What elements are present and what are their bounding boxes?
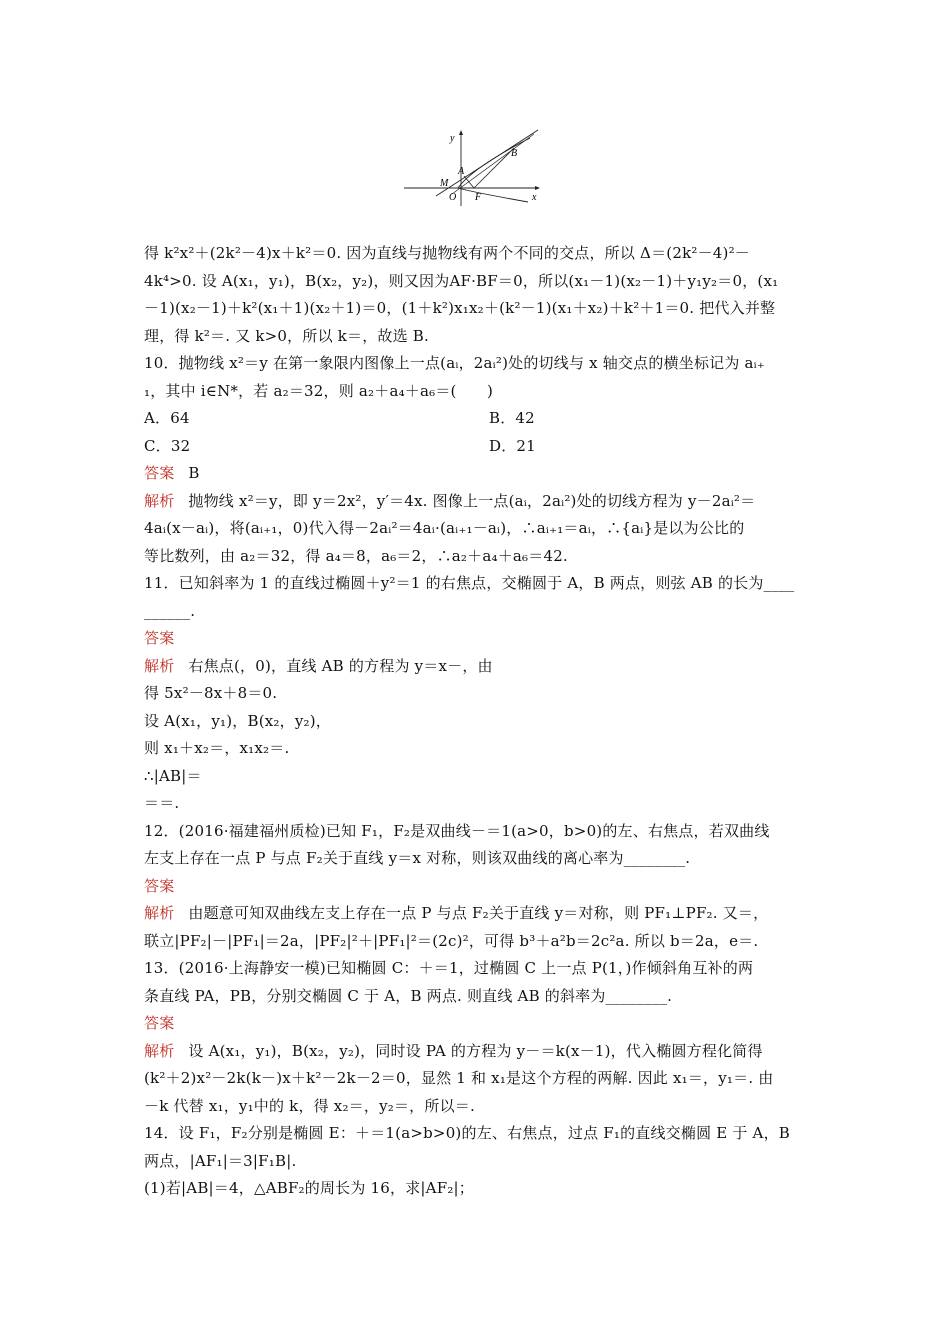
text-line: ₁，其中 i∈N*，若 a₂＝32，则 a₂＋a₄＋a₆＝( ) (144, 381, 494, 400)
label-o: O (449, 192, 457, 203)
option-row (144, 433, 834, 461)
solution-label: 解析 (144, 491, 175, 510)
text-line: 4k⁴>0. 设 A(x₁，y₁)，B(x₂，y₂)，则又因为AF·BF＝0，所以(x₁－1)(x₂－1)＋y₁y₂＝0，(x₁ (144, 271, 779, 290)
text-line: 得 k²x²＋(2k²－4)x＋k²＝0. 因为直线与抛物线有两个不同的交点，所以 Δ＝(2k²－4)²－ (144, 244, 750, 262)
document-body (144, 240, 834, 1203)
text-line: 得 5x²－8x＋8＝0. (144, 684, 278, 702)
answer-line (144, 1010, 834, 1038)
text-line: 条直线 PA，PB，分别交椭圆 C 于 A，B 两点. 则直线 AB 的斜率为________. (144, 986, 673, 1005)
text-line: 设 A(x₁，y₁)，B(x₂，y₂)， (144, 711, 331, 730)
text-line: 两点，|AF₁|＝3|F₁B|. (144, 1151, 297, 1170)
solution-line (144, 900, 834, 928)
solution-line (144, 1038, 834, 1066)
parabola-curve (458, 138, 530, 202)
label-b: B (511, 148, 518, 159)
text-line: 14．设 F₁，F₂分别是椭圆 E：＋＝1(a>b>0)的左、右焦点，过点 F₁的直线交椭圆 E 于 A，B (144, 1124, 790, 1142)
segment-af (464, 176, 474, 188)
text-line: 13．(2016·上海静安一模)已知椭圆 C：＋＝1，过椭圆 C 上一点 P(1，)作倾斜角互补的两 (144, 959, 754, 977)
answer-label: 答案 (144, 464, 175, 482)
answer-label: 答案 (144, 629, 175, 647)
option-row (144, 405, 834, 433)
solution-text: 右焦点(，0)，直线 AB 的方程为 y＝x－，由 (188, 656, 493, 675)
label-f: F (475, 192, 482, 203)
y-axis-arrow (459, 130, 463, 135)
text-line: (1)若|AB|＝4，△ABF₂的周长为 16，求|AF₂|； (144, 1179, 474, 1197)
x-axis-arrow (535, 186, 540, 190)
text-line: 则 x₁＋x₂＝，x₁x₂＝. (144, 739, 290, 757)
label-y: y (450, 133, 455, 144)
choice-option: B．42 (489, 409, 535, 427)
text-line: 12．(2016·福建福州质检)已知 F₁，F₂是双曲线－＝1(a>0，b>0)的左、右焦点，若双曲线 (144, 821, 770, 840)
label-m: M (440, 178, 449, 189)
choice-option: A．64 (144, 409, 190, 427)
solution-label: 解析 (144, 656, 175, 675)
parabola-figure (402, 126, 544, 208)
line-secondary (452, 134, 534, 194)
solution-line (144, 488, 834, 516)
answer-label: 答案 (144, 1014, 175, 1032)
text-line: 4aᵢ(x－aᵢ)，将(aᵢ₊₁，0)代入得－2aᵢ²＝4aᵢ·(aᵢ₊₁－aᵢ)，∴aᵢ₊₁＝aᵢ，∴{aᵢ}是以为公比的 (144, 519, 745, 537)
text-line: ______. (144, 601, 196, 620)
text-line: 11．已知斜率为 1 的直线过椭圆＋y²＝1 的右焦点，交椭圆于 A，B 两点，则弦 AB 的长为____ (144, 574, 795, 592)
solution-label: 解析 (144, 904, 175, 922)
text-line: 联立|PF₂|－|PF₁|＝2a，|PF₂|²＋|PF₁|²＝(2c)²，可得 b³＋a²b＝2c²a. 所以 b＝2a，e＝. (144, 931, 759, 950)
answer-text: B (188, 464, 200, 482)
solution-line (144, 653, 834, 681)
choice-option: C．32 (144, 436, 191, 455)
solution-text: 设 A(x₁，y₁)，B(x₂，y₂)，同时设 PA 的方程为 y－＝k(x－1)，代入椭圆方程化简得 (188, 1041, 763, 1060)
text-line: ＝＝. (144, 794, 180, 812)
text-line: 等比数列，由 a₂＝32，得 a₄＝8，a₆＝2，∴a₂＋a₄＋a₆＝42. (144, 546, 568, 565)
solution-label: 解析 (144, 1041, 175, 1060)
answer-line (144, 460, 834, 488)
text-line: 10．抛物线 x²＝y 在第一象限内图像上一点(aᵢ，2aᵢ²)处的切线与 x 轴交点的横坐标记为 aᵢ₊ (144, 354, 765, 372)
text-line: 理，得 k²＝. 又 k>0，所以 k＝，故选 B. (144, 326, 429, 345)
answer-line (144, 873, 834, 901)
solution-text: 抛物线 x²＝y，即 y＝2x²，y′＝4x. 图像上一点(aᵢ，2aᵢ²)处的切线方程为 y－2aᵢ²＝ (188, 491, 756, 510)
answer-line (144, 625, 834, 653)
text-line: －1)(x₂－1)＋k²(x₁＋1)(x₂＋1)＝0，(1＋k²)x₁x₂＋(k²－1)(x₁＋x₂)＋k²＋1＝0. 把代入并整 (144, 299, 776, 317)
text-line: (k²＋2)x²－2k(k－)x＋k²－2k－2＝0，显然 1 和 x₁是这个方程的两解. 因此 x₁＝，y₁＝. 由 (144, 1069, 774, 1087)
answer-label: 答案 (144, 876, 175, 895)
text-line: －k 代替 x₁，y₁中的 k，得 x₂＝，y₂＝，所以＝. (144, 1096, 475, 1115)
solution-text: 由题意可知双曲线左支上存在一点 P 与点 F₂关于直线 y＝对称，则 PF₁⊥PF₂. 又＝， (188, 904, 769, 922)
label-a: A (458, 166, 465, 177)
text-line: ∴|AB|＝ (144, 766, 202, 785)
choice-option: D．21 (489, 436, 536, 455)
text-line: 左支上存在一点 P 与点 F₂关于直线 y＝x 对称，则该双曲线的离心率为________. (144, 849, 691, 867)
label-x: x (532, 192, 537, 203)
